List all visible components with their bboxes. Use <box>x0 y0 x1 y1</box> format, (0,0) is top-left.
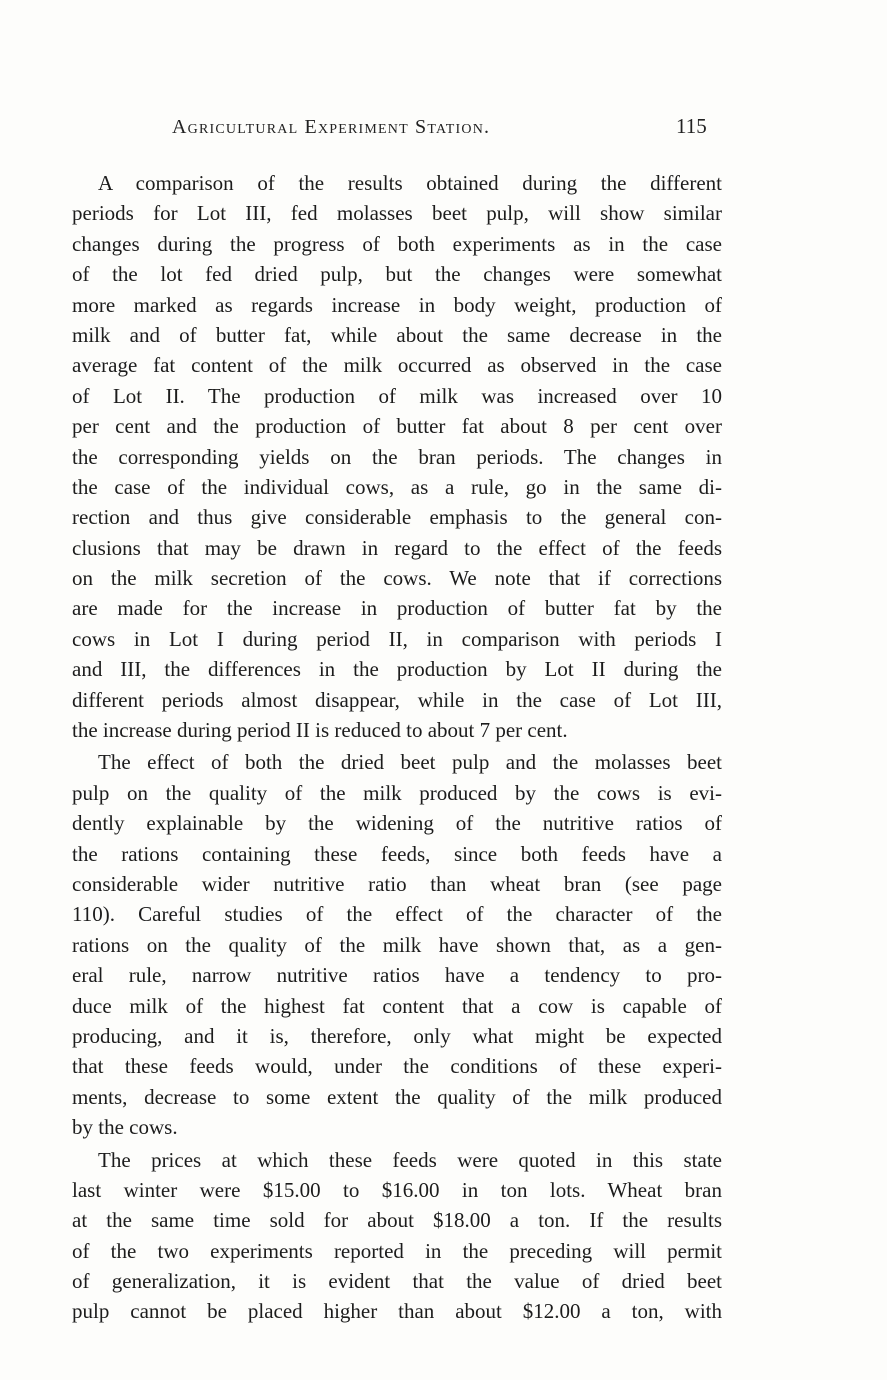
text-line: the increase during period II is reduced to about 7 per cent. <box>72 718 568 743</box>
text-line: clusions that may be drawn in regard to the effect of the feeds <box>72 535 722 560</box>
text-line: The effect of both the dried beet pulp and the molasses beet <box>98 750 722 775</box>
text-line: different periods almost disappear, while in the case of Lot III, <box>72 687 722 712</box>
text-line: are made for the increase in production of butter fat by the <box>72 596 722 621</box>
text-line: considerable wider nutritive ratio than wheat bran (see page <box>72 871 722 896</box>
text-line: the case of the individual cows, as a rule, go in the same di- <box>72 474 722 499</box>
text-line: last winter were $15.00 to $16.00 in ton lots. Wheat bran <box>72 1177 722 1202</box>
text-line: at the same time sold for about $18.00 a ton. If the results <box>72 1208 722 1233</box>
text-line: eral rule, narrow nutritive ratios have a tendency to pro- <box>72 963 722 988</box>
text-line: per cent and the production of butter fat about 8 per cent over <box>72 414 722 439</box>
text-line: producing, and it is, therefore, only what might be expected <box>72 1023 722 1048</box>
text-line: the corresponding yields on the bran periods. The changes in <box>72 444 722 469</box>
body-text <box>72 168 722 1327</box>
text-line: and III, the differences in the production by Lot II during the <box>72 657 722 682</box>
paragraph-2 <box>72 747 722 1142</box>
text-line: dently explainable by the widening of the nutritive ratios of <box>72 811 722 836</box>
paragraph-1 <box>72 168 722 745</box>
page-number: 115 <box>676 114 707 138</box>
text-line: of the two experiments reported in the preceding will permit <box>72 1238 722 1263</box>
running-title: Agricultural Experiment Station. <box>172 116 491 138</box>
text-line: changes during the progress of both experiments as in the case <box>72 231 722 256</box>
text-line: periods for Lot III, fed molasses beet pulp, will show similar <box>72 201 722 226</box>
text-line: duce milk of the highest fat content that a cow is capable of <box>72 993 722 1018</box>
text-line: cows in Lot I during period II, in comparison with periods I <box>72 626 722 651</box>
text-line: of generalization, it is evident that the value of dried beet <box>72 1269 722 1294</box>
text-line: pulp cannot be placed higher than about $12.00 a ton, with <box>72 1299 722 1324</box>
text-line: average fat content of the milk occurred as observed in the case <box>72 353 722 378</box>
text-line: by the cows. <box>72 1115 178 1140</box>
text-line: milk and of butter fat, while about the same decrease in the <box>72 322 722 347</box>
text-line: A comparison of the results obtained during the different <box>98 171 722 195</box>
text-line: 110). Careful studies of the effect of the character of the <box>72 902 722 927</box>
text-line: more marked as regards increase in body weight, production of <box>72 292 722 317</box>
text-line: that these feeds would, under the conditions of these experi- <box>72 1054 722 1079</box>
text-line: rations on the quality of the milk have shown that, as a gen- <box>72 932 722 957</box>
text-line: The prices at which these feeds were quoted in this state <box>98 1147 722 1172</box>
text-line: of Lot II. The production of milk was increased over 10 <box>72 383 722 408</box>
text-line: on the milk secretion of the cows. We note that if corrections <box>72 566 722 591</box>
paragraph-3 <box>72 1145 722 1327</box>
text-line: pulp on the quality of the milk produced by the cows is evi- <box>72 780 722 805</box>
text-line: ments, decrease to some extent the quality of the milk produced <box>72 1084 722 1109</box>
text-line: of the lot fed dried pulp, but the changes were somewhat <box>72 262 722 287</box>
text-line: rection and thus give considerable emphasis to the general con- <box>72 505 722 530</box>
text-line: the rations containing these feeds, since both feeds have a <box>72 841 722 866</box>
